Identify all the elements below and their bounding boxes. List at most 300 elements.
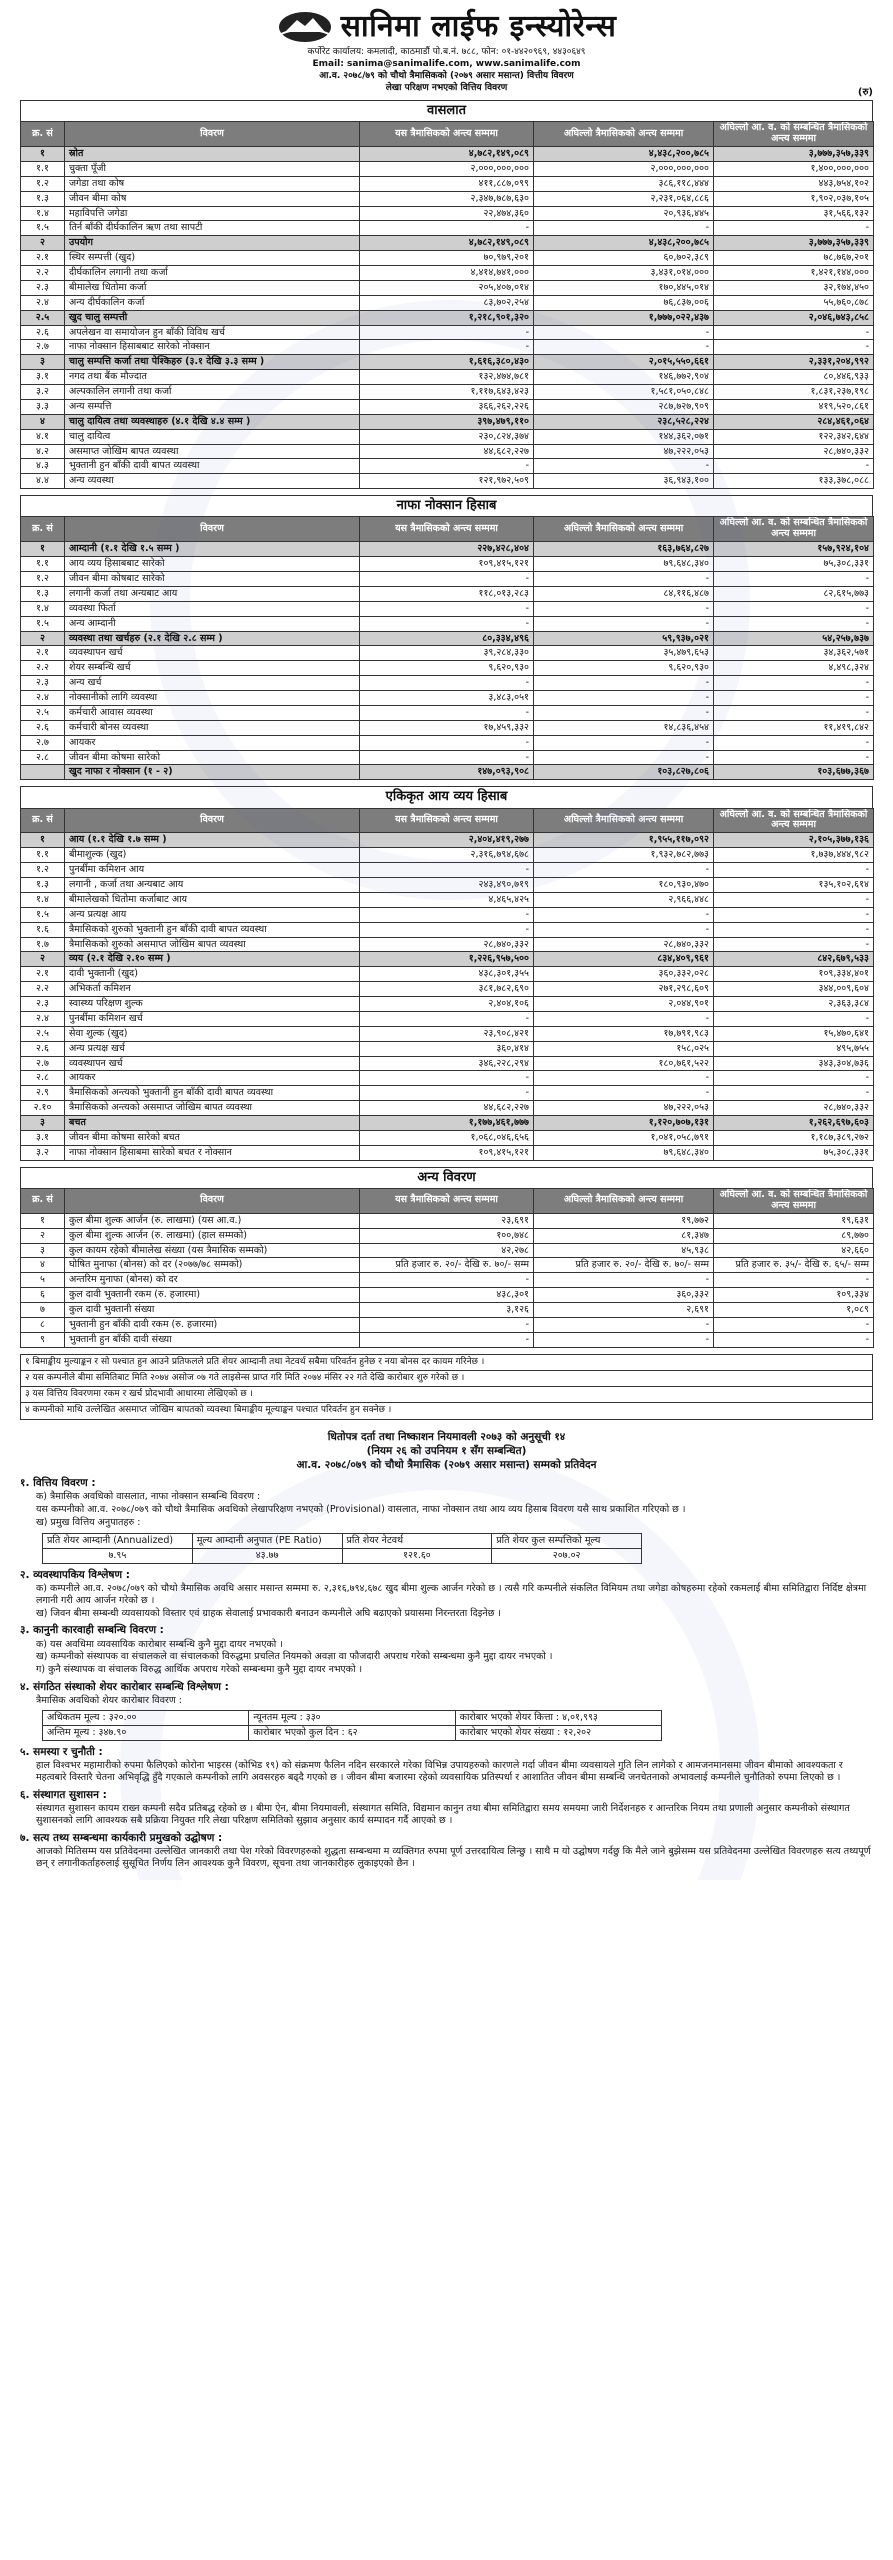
col-desc-header: विवरण <box>65 808 360 833</box>
value-previous: - <box>534 601 714 616</box>
row-number: २.६ <box>21 325 65 340</box>
row-number: १.५ <box>21 616 65 631</box>
table-row <box>21 310 874 325</box>
value-current: १०९,४१५,१२१ <box>360 557 534 572</box>
value-current: - <box>360 750 534 765</box>
value-current: - <box>360 616 534 631</box>
footnote: ४ कम्पनीको माथि उल्लेखित असमाप्त जोखिम बापतको व्यवस्था बिमाङ्कीय मूल्याङ्कन पश्चात परिवर्तन हुन सक्नेछ । <box>25 1405 392 1416</box>
value-last-year: ४४३,७५४,१०२ <box>714 176 874 191</box>
value-last-year: ३२,१७४,४५० <box>714 280 874 295</box>
company-name: सानिमा लाईफ इन्स्योरेन्स <box>340 9 617 44</box>
value-last-year: - <box>714 863 874 878</box>
value-previous: - <box>534 616 714 631</box>
value-last-year: १०३,६७७,३६७ <box>714 765 874 780</box>
row-description: व्यवस्था तथा खर्चहरु (२.१ देखि २.८ सम्म ) <box>65 631 360 646</box>
table-row <box>21 1228 874 1243</box>
row-number: २.२ <box>21 266 65 281</box>
value-current: - <box>360 863 534 878</box>
table-row <box>21 399 874 414</box>
value-last-year: - <box>714 221 874 236</box>
value-previous: - <box>534 325 714 340</box>
value-previous: २७१,२९८,६०९ <box>534 982 714 997</box>
value-previous: - <box>534 572 714 587</box>
row-description: व्यवस्थापन खर्च <box>65 1056 360 1071</box>
value-current: १,१७७,४६१,७७७ <box>360 1116 534 1131</box>
value-previous: १७०,४४५,०१४ <box>534 280 714 295</box>
row-number: १.७ <box>21 937 65 952</box>
value-previous: - <box>534 1071 714 1086</box>
ratio-value: २०७.०२ <box>492 1548 642 1563</box>
other-details-title: अन्य विवरण <box>20 1167 873 1188</box>
value-last-year: ८९,७७० <box>714 1228 874 1243</box>
value-current: ३,४८३,०५१ <box>360 691 534 706</box>
value-current: ८३,७०२,२५४ <box>360 295 534 310</box>
table-row <box>21 385 874 400</box>
row-number: ३.२ <box>21 1145 65 1160</box>
value-current: ३,१२६ <box>360 1303 534 1318</box>
row-description: कुल बीमा शुल्क आर्जन (रु. लाखमा) (हाल सम्मको) <box>65 1228 360 1243</box>
col-desc-header: विवरण <box>65 517 360 542</box>
footnotes <box>20 1354 873 1420</box>
value-previous: ७९,६४८,३४० <box>534 557 714 572</box>
row-number: १.१ <box>21 848 65 863</box>
company-contact: Email: sanima@sanimalife.com, www.sanimalife.com <box>312 58 581 69</box>
table-row <box>21 691 874 706</box>
row-description: कर्मचारी बोनस व्यवस्था <box>65 720 360 735</box>
value-previous: २,०१५,५५०,६६१ <box>534 355 714 370</box>
value-last-year: १३५,१०२,६१४ <box>714 878 874 893</box>
value-previous: १८०,७६१,५२२ <box>534 1056 714 1071</box>
value-last-year: - <box>714 1273 874 1288</box>
value-current: २३,६९१ <box>360 1213 534 1228</box>
row-description: त्रैमासिकको अन्त्यको असमाप्त जोखिम बापत व्यवस्था <box>65 1101 360 1116</box>
footnote: ३ यस वित्तिय विवरणमा रकम र खर्च प्रोदभावी आधारमा लेखिएको छ । <box>21 1387 872 1403</box>
value-previous: ३५,४७९,६५३ <box>534 646 714 661</box>
row-description: अन्य आम्दानी <box>65 616 360 631</box>
row-number: १ <box>21 147 65 162</box>
value-current: ३९७,४७९,११० <box>360 414 534 429</box>
row-description: व्यवस्थापन खर्च <box>65 646 360 661</box>
row-number: ८ <box>21 1317 65 1332</box>
value-previous: ४५,९३८ <box>534 1243 714 1258</box>
table-row <box>21 997 874 1012</box>
row-description: लगानी कर्जा तथा अन्यबाट आय <box>65 586 360 601</box>
row-description: त्रैमासिकको शुरुको भुक्तानी हुन बाँकी दावी बापत व्यवस्था <box>65 922 360 937</box>
row-description: भुक्तानी हुन बाँकी दावी बापत व्यवस्था <box>65 459 360 474</box>
table-row <box>21 863 874 878</box>
row-number: १.३ <box>21 586 65 601</box>
value-previous: ३६०,३३२ <box>534 1288 714 1303</box>
table-row <box>21 572 874 587</box>
table-row <box>21 750 874 765</box>
value-current: ३८१,७८२,६९० <box>360 982 534 997</box>
value-last-year: ३१,५६६,१३२ <box>714 206 874 221</box>
row-description: आयकर <box>65 735 360 750</box>
value-last-year: - <box>714 907 874 922</box>
col-lastyear-header: अघिल्लो आ. व. को सम्बन्धित त्रैमासिकको अन्त्य सम्ममा <box>714 122 874 147</box>
row-number: २.४ <box>21 691 65 706</box>
row-description: चालु दायित्व तथा व्यवस्थाहरु (४.१ देखि ४.४ सम्म ) <box>65 414 360 429</box>
value-last-year: ३४३,३०४,७३६ <box>714 1056 874 1071</box>
max-price: अधिकतम मूल्य : ३२०.०० <box>43 1711 249 1726</box>
row-number: ४ <box>21 414 65 429</box>
row-description: अन्य सम्पत्ति <box>65 399 360 414</box>
value-last-year: १५७,९२४,१०४ <box>714 542 874 557</box>
value-previous: १,१२०,७०७,१३१ <box>534 1116 714 1131</box>
value-last-year: २,३६३,३८४ <box>714 997 874 1012</box>
value-previous: २,०४४,९०१ <box>534 997 714 1012</box>
table-row <box>21 646 874 661</box>
section-financial-statement <box>20 1477 873 1564</box>
row-number: ४.१ <box>21 429 65 444</box>
row-number: १.५ <box>21 907 65 922</box>
value-previous: ६०,७०२,३८९ <box>534 251 714 266</box>
table-row <box>21 967 874 982</box>
row-description: चालु सम्पत्ति कर्जा तथा पेश्किहरु (३.१ देखि ३.३ सम्म ) <box>65 355 360 370</box>
value-previous: १,०४१,०५८,७९१ <box>534 1130 714 1145</box>
value-last-year: ३४,३६२,५७१ <box>714 646 874 661</box>
table-row <box>21 1026 874 1041</box>
value-previous: २८,७४०,३३२ <box>534 937 714 952</box>
row-description: व्यवस्था फिर्ता <box>65 601 360 616</box>
section-management-analysis <box>20 1569 873 1620</box>
value-previous: ३,४३१,०१४,००० <box>534 266 714 281</box>
value-current: १४७,०९३,९०८ <box>360 765 534 780</box>
value-current: २३०,८२४,३७४ <box>360 429 534 444</box>
value-previous: १४६,७७२,९०४ <box>534 370 714 385</box>
row-number: १.४ <box>21 206 65 221</box>
row-number: १.४ <box>21 892 65 907</box>
ratio-value: ४३.७७ <box>192 1548 342 1563</box>
row-description: जगेडा तथा कोष <box>65 176 360 191</box>
row-number: २.१ <box>21 646 65 661</box>
value-previous: - <box>534 1086 714 1101</box>
table-row <box>21 1288 874 1303</box>
value-last-year: १९,६३१ <box>714 1213 874 1228</box>
value-previous: १४४,३६२,०७१ <box>534 429 714 444</box>
value-current: ८०,३३४,४९६ <box>360 631 534 646</box>
row-number: २.१ <box>21 967 65 982</box>
report-period-title: आ.व. २०७८/७९ को चौथो त्रैमासिकको (२०७९ असार मसान्त) वित्तीय विवरण <box>319 71 574 81</box>
row-description: नोक्सानीको लागि व्यवस्था <box>65 691 360 706</box>
footnote: १ बिमाङ्कीय मुल्याङ्कन र सो पश्चात हुन आउने प्रतिफलले प्रति शेयर आम्दानी तथा नेटवर्थ सबैमा परिवर्तन हुनेछ र नया बोनस दर कायम गरिनेछ । <box>21 1355 872 1371</box>
value-previous: - <box>534 863 714 878</box>
table-row <box>21 878 874 893</box>
row-number: १ <box>21 542 65 557</box>
row-description: चुक्ता पूँजी <box>65 161 360 176</box>
row-description: असमाप्त जोखिम बापत व्यवस्था <box>65 444 360 459</box>
sub-item: ख) प्रमुख वित्तिय अनुपातहरु : <box>36 1517 141 1529</box>
value-current: ४,७८२,१४९,०८९ <box>360 147 534 162</box>
value-current: - <box>360 1332 534 1347</box>
value-current: ३४६,२२८,२९४ <box>360 1056 534 1071</box>
row-number: २.१ <box>21 251 65 266</box>
value-current: १,२२६,९५७,५०० <box>360 952 534 967</box>
table-row <box>21 586 874 601</box>
row-description: स्थिर सम्पत्ती (खुद) <box>65 251 360 266</box>
value-last-year: १,४२१,१४४,००० <box>714 266 874 281</box>
table-row <box>21 1243 874 1258</box>
company-logo-icon <box>277 10 333 44</box>
row-number: २ <box>21 1228 65 1243</box>
row-description: नाफा नोक्सान हिसाबबाट सारेको नोक्सान <box>65 340 360 355</box>
other-details-table <box>20 1188 874 1348</box>
value-current: - <box>360 459 534 474</box>
table-row <box>21 251 874 266</box>
table-row <box>21 1130 874 1145</box>
value-current: - <box>360 1273 534 1288</box>
row-description: पुनर्बीमा कमिशन खर्च <box>65 1011 360 1026</box>
value-current: २०५,४०७,०१४ <box>360 280 534 295</box>
value-last-year: - <box>714 1332 874 1347</box>
value-last-year: ७५,३०८,३३१ <box>714 557 874 572</box>
value-current: १,६१६,३८०,४३० <box>360 355 534 370</box>
section-title: ६. संस्थागत सुशासन : <box>20 1788 107 1801</box>
table-row <box>21 705 874 720</box>
table-row <box>21 676 874 691</box>
disclosure-heading <box>20 1430 873 1473</box>
row-number: ३.१ <box>21 370 65 385</box>
value-last-year: - <box>714 459 874 474</box>
value-previous: १७,७९१,९८३ <box>534 1026 714 1041</box>
value-last-year: २८४,४६१,०६४ <box>714 414 874 429</box>
row-description: अन्य खर्च <box>65 676 360 691</box>
value-previous: - <box>534 221 714 236</box>
value-last-year: ४१९,५२०,८६१ <box>714 399 874 414</box>
value-previous: - <box>534 705 714 720</box>
section-title: ४. संगठित संस्थाको शेयर कारोबार सम्बन्धि विश्लेषण : <box>20 1681 229 1694</box>
row-number: ३ <box>21 355 65 370</box>
value-previous: ९,६२०,९३० <box>534 661 714 676</box>
table-row <box>21 340 874 355</box>
table-row <box>21 1101 874 1116</box>
row-number: २.३ <box>21 280 65 295</box>
row-description: जीवन बीमा कोषबाट सारेको <box>65 572 360 587</box>
value-current: १२१,९७२,५०९ <box>360 474 534 489</box>
currency-unit: (रु) <box>857 86 873 98</box>
table-row <box>21 1273 874 1288</box>
row-number: २.९ <box>21 1086 65 1101</box>
row-description: पुनर्बीमा कमिशन आय <box>65 863 360 878</box>
row-number: २.२ <box>21 661 65 676</box>
row-description: आम्दानी (१.१ देखि १.५ सम्म ) <box>65 542 360 557</box>
row-description: अन्य दीर्घकालिन कर्जा <box>65 295 360 310</box>
row-number: २.८ <box>21 750 65 765</box>
ratio-value: १२१.६० <box>342 1548 492 1563</box>
value-last-year: - <box>714 922 874 937</box>
row-description: भुक्तानी हुन बाँकी दावी संख्या <box>65 1332 360 1347</box>
value-last-year: - <box>714 616 874 631</box>
table-row <box>21 661 874 676</box>
value-previous: २३८,५२८,२२४ <box>534 414 714 429</box>
row-number: २.८ <box>21 1071 65 1086</box>
paragraph: संस्थागत सुशासन कायम राख्न कम्पनी सदैव प्रतिबद्ध रहेको छ । बीमा ऐन, बीमा नियमावली, संस्थागत समिति, विद्यमान कानुन तथा बीमा समितिद्वारा समय समयमा जारी निर्देशनहरु र आन्तरिक नियम तथा प्रणाली अनुसार कम्पनीको संस्थागत सुशासनको लागि आवश्यक सबै प्रक्रिया नियुक्त गरि लेखा परिक्षण समितिको सुझाव अनुसार कार्य सम्पादन गर्दै आएको छ । <box>36 1802 850 1826</box>
value-last-year: १५,४७०,६४१ <box>714 1026 874 1041</box>
value-previous: ८३४,४०९,९६१ <box>534 952 714 967</box>
row-number: २ <box>21 236 65 251</box>
row-description: स्रोत <box>65 147 360 162</box>
value-last-year: - <box>714 735 874 750</box>
balance-sheet-table <box>20 121 874 489</box>
value-last-year: ११,४१९,८४२ <box>714 720 874 735</box>
col-sn-header: क्र. सं <box>21 122 65 147</box>
value-previous: ३६,९४३,१०० <box>534 474 714 489</box>
value-last-year: - <box>714 340 874 355</box>
row-number: ४.२ <box>21 444 65 459</box>
row-description: अन्तरिम मुनाफा (बोनस) को दर <box>65 1273 360 1288</box>
value-current: ४४,६८२,२२७ <box>360 444 534 459</box>
col-lastyear-header: अघिल्लो आ. व. को सम्बन्धित त्रैमासिकको अन्त्य सम्ममा <box>714 1188 874 1213</box>
ratio-header: प्रति शेयर कुल सम्पत्तिको मूल्य <box>492 1533 642 1548</box>
value-current: प्रति हजार रु. २०/- देखि रु. ७०/- सम्म <box>360 1258 534 1273</box>
min-price: न्यूनतम मूल्य : ३३० <box>249 1711 455 1726</box>
value-current: - <box>360 572 534 587</box>
value-previous: ८४,११६,४८७ <box>534 586 714 601</box>
value-current: ४३८,३०१ <box>360 1288 534 1303</box>
value-previous: ४७,२२२,०५३ <box>534 1101 714 1116</box>
value-last-year: ४२,६६० <box>714 1243 874 1258</box>
row-number: ४ <box>21 1258 65 1273</box>
row-number: १.१ <box>21 161 65 176</box>
disclosure-line-1: धितोपत्र दर्ता तथा निष्काशन नियमावली २०७३ को अनुसूची १४ <box>327 1430 566 1443</box>
report-header <box>20 4 873 97</box>
section-declaration <box>20 1832 873 1870</box>
sub-item: क) त्रैमासिक अवधिको वासलात, नाफा नोक्सान सम्बन्धि विवरण : <box>36 1491 261 1503</box>
row-number: २.३ <box>21 676 65 691</box>
table-row <box>21 1145 874 1160</box>
row-number: २.७ <box>21 735 65 750</box>
row-number: २.५ <box>21 310 65 325</box>
last-price: अन्तिम मूल्य : ३४७.९० <box>43 1726 249 1741</box>
table-row <box>21 1116 874 1131</box>
value-previous: - <box>534 691 714 706</box>
col-current-header: यस त्रैमासिकको अन्त्य सम्ममा <box>360 122 534 147</box>
value-current: १००,७४८ <box>360 1228 534 1243</box>
ratio-header: प्रति शेयर आम्दानी (Annualized) <box>43 1533 193 1548</box>
section-title: १. वित्तिय विवरण : <box>20 1477 96 1490</box>
table-row <box>21 1071 874 1086</box>
table-row <box>21 325 874 340</box>
row-number: २.६ <box>21 1041 65 1056</box>
row-description: महाविपत्ति जगेडा <box>65 206 360 221</box>
income-expense-table <box>20 808 874 1161</box>
col-sn-header: क्र. सं <box>21 808 65 833</box>
value-last-year: ३,७७७,३५७,३३९ <box>714 236 874 251</box>
value-last-year: १,४००,०००,००० <box>714 161 874 176</box>
row-description: कुल बीमा शुल्क आर्जन (रु. लाखमा) (यस आ.व.) <box>65 1213 360 1228</box>
row-number <box>21 765 65 780</box>
trading-days: कारोबार भएको कुल दिन : ६२ <box>249 1726 455 1741</box>
value-previous: ७९,६४८,३४० <box>534 1145 714 1160</box>
value-last-year: - <box>714 1071 874 1086</box>
value-previous: - <box>534 1273 714 1288</box>
row-description: कुल कायम रहेको बीमालेख संख्या (यस त्रैमासिक सम्मको) <box>65 1243 360 1258</box>
row-description: घोषित मुनाफा (बोनस) को दर (२०७७/७८ सम्मको) <box>65 1258 360 1273</box>
value-last-year: - <box>714 937 874 952</box>
footnote: २ यस कम्पनीले बीमा समितिबाट मिति २०७४ असोज ०७ गते लाइसेन्स प्राप्त गरि मिति २०७४ मंसिर २२ गते देखि कारोबार शुरु गरेको छ । <box>21 1371 872 1387</box>
value-previous: ५९,९३७,०२१ <box>534 631 714 646</box>
section-governance <box>20 1789 873 1827</box>
value-current: ४४,६८२,२२७ <box>360 1101 534 1116</box>
value-previous: - <box>534 907 714 922</box>
table-row <box>21 147 874 162</box>
row-description: अन्य व्यवस्था <box>65 474 360 489</box>
row-description: अन्य प्रत्यक्ष खर्च <box>65 1041 360 1056</box>
value-last-year: २८,७४०,३३२ <box>714 1101 874 1116</box>
table-row <box>21 355 874 370</box>
row-description: उपयोग <box>65 236 360 251</box>
table-row <box>21 1258 874 1273</box>
row-description: कुल दावी भुक्तानी रकम (रु. हजारमा) <box>65 1288 360 1303</box>
row-number: ३ <box>21 1243 65 1258</box>
section-title: २. व्यवस्थापकिय विश्लेषण : <box>20 1568 130 1581</box>
row-description: त्रैमासिकको शुरुको असमाप्त जोखिम बापत व्यवस्था <box>65 937 360 952</box>
value-last-year: १०९,३३४ <box>714 1288 874 1303</box>
table-row <box>21 735 874 750</box>
profit-loss-title: नाफा नोक्सान हिसाब <box>20 495 873 516</box>
value-previous: २०,९३६,४४५ <box>534 206 714 221</box>
row-description: सेवा शुल्क (खुद) <box>65 1026 360 1041</box>
row-number: ३.३ <box>21 399 65 414</box>
value-current: ४,४६५,४२५ <box>360 892 534 907</box>
row-description: चालु दायित्व <box>65 429 360 444</box>
report-subtitle: लेखा परिक्षण नभएको वित्तिय विवरण <box>385 83 508 94</box>
table-row <box>21 459 874 474</box>
value-last-year: - <box>714 601 874 616</box>
value-previous: १,७७७,०२२,४३७ <box>534 310 714 325</box>
transaction-count: कारोबार भएको शेयर संख्या : १२,२०२ <box>455 1726 661 1741</box>
table-row <box>21 952 874 967</box>
row-description: दीर्घकालिन लगानी तथा कर्जा <box>65 266 360 281</box>
table-row <box>21 1213 874 1228</box>
row-number: ४.४ <box>21 474 65 489</box>
row-description: अन्य प्रत्यक्ष आय <box>65 907 360 922</box>
value-last-year: १,०८९ <box>714 1303 874 1318</box>
value-current: - <box>360 705 534 720</box>
value-previous: १,५८१,०५०,८४८ <box>534 385 714 400</box>
row-description: स्वास्थ्य परिक्षण शुल्क <box>65 997 360 1012</box>
paragraph: त्रैमासिक अवधिको शेयर कारोबार विवरण : <box>36 1695 182 1707</box>
company-address: कर्पोरेट कार्यालय: कमलादी, काठमाडौं पो.ब.नं. ७८८, फोन: ०१-४४२०९६९, ४४३०६४९ <box>307 46 586 57</box>
value-last-year: ७८,७६७,२०१ <box>714 251 874 266</box>
col-current-header: यस त्रैमासिकको अन्त्य सम्ममा <box>360 1188 534 1213</box>
value-last-year: - <box>714 676 874 691</box>
value-last-year: २,३३१,२०४,९९२ <box>714 355 874 370</box>
table-row <box>21 833 874 848</box>
row-number: १ <box>21 1213 65 1228</box>
ratio-table <box>42 1533 642 1564</box>
table-row <box>21 295 874 310</box>
row-description: आयकर <box>65 1071 360 1086</box>
ratio-header: प्रति शेयर नेटवर्थ <box>342 1533 492 1548</box>
value-last-year: १२२,३४२,६४४ <box>714 429 874 444</box>
value-current: २,०००,०००,००० <box>360 161 534 176</box>
row-number: २ <box>21 631 65 646</box>
row-number: १.१ <box>21 557 65 572</box>
table-row <box>21 1086 874 1101</box>
profit-loss-table <box>20 516 874 780</box>
row-description: व्यय (२.१ देखि २.१० सम्म ) <box>65 952 360 967</box>
row-description: कर्मचारी आवास व्यवस्था <box>65 705 360 720</box>
row-number: १.४ <box>21 601 65 616</box>
value-last-year: ८०,४४६,९३३ <box>714 370 874 385</box>
row-number: २.७ <box>21 1056 65 1071</box>
row-number: २.४ <box>21 295 65 310</box>
col-desc-header: विवरण <box>65 122 360 147</box>
other-details-body <box>21 1213 874 1347</box>
value-last-year: ४,४९८,३२४ <box>714 661 874 676</box>
value-last-year: - <box>714 750 874 765</box>
